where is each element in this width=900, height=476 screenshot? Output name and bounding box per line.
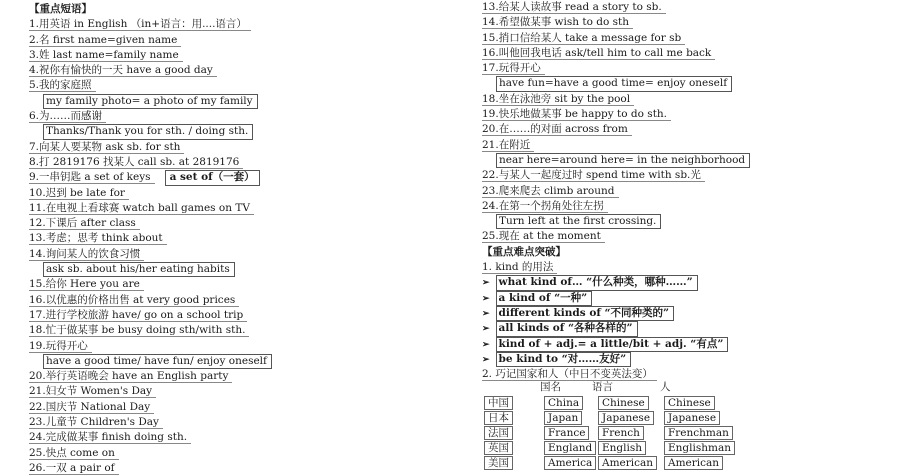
phrase-line [482, 31, 722, 46]
phrase-line [29, 247, 279, 262]
phrase-text: 23.儿童节 Children's Day [29, 416, 163, 429]
phrase-text: 【重点短语】 [29, 3, 92, 15]
phrase-text: 19.快乐地做某事 be happy to do sth. [482, 108, 671, 121]
phrase-text: 18.坐在泳池旁 sit by the pool [482, 93, 634, 106]
phrase-line [482, 184, 722, 199]
phrase-text: 24.完成做某事 finish doing sth. [29, 431, 191, 444]
bullet-arrow-icon: ➢ [482, 339, 490, 350]
phrase-line [29, 140, 279, 155]
cell-people: Englishman [664, 441, 735, 455]
cell-cn-name: 英国 [484, 441, 513, 455]
phrase-line [29, 155, 279, 170]
phrase-line [482, 153, 746, 168]
cell-cn-name: 日本 [484, 411, 513, 425]
phrase-text: 16.以优惠的价格出售 at very good prices [29, 294, 239, 307]
phrase-line [29, 17, 279, 32]
right-column [482, 0, 746, 382]
phrase-text: have fun=have a good time= enjoy oneself [496, 76, 732, 91]
phrase-line [29, 461, 279, 476]
phrase-line [29, 231, 279, 246]
cell-language: Japanese [598, 411, 654, 425]
phrase-text: 14.询问某人的饮食习惯 [29, 248, 144, 261]
phrase-line [29, 430, 279, 445]
phrase-text: 15.给你 Here you are [29, 278, 144, 291]
cell-cn-name: 法国 [484, 426, 513, 440]
phrase-line [29, 308, 279, 323]
phrase-line [29, 262, 279, 277]
phrase-text: 1. kind 的用法 [482, 261, 557, 274]
section-heading [29, 2, 279, 17]
phrase-line [29, 33, 279, 48]
phrase-line [29, 354, 279, 369]
phrase-line [29, 78, 279, 93]
phrase-text: 19.玩得开心 [29, 340, 92, 353]
phrase-line [29, 170, 279, 185]
phrase-line [482, 92, 722, 107]
left-column [29, 2, 279, 476]
phrase-text: have a good time/ have fun/ enjoy oneself [43, 354, 272, 369]
cell-people: Frenchman [664, 426, 733, 440]
phrase-text: 24.在第一个拐角处往左拐 [482, 200, 608, 213]
phrase-text: 21.妇女节 Women's Day [29, 385, 156, 398]
phrase-line [29, 339, 279, 354]
bullet-arrow-icon: ➢ [482, 308, 490, 319]
phrase-text: my family photo= a photo of my family [43, 94, 258, 109]
phrase-line [482, 138, 722, 153]
phrase-text: 9.一串钥匙 a set of keys [29, 171, 155, 184]
phrase-text: kind of + adj.= a little/bit + adj. “有点” [496, 337, 729, 352]
phrase-text: be kind to “对……友好” [496, 352, 632, 367]
phrase-line [482, 199, 722, 214]
phrase-text: 17.玩得开心 [482, 62, 545, 75]
bullet-arrow-icon: ➢ [482, 293, 490, 304]
phrase-text: 15.捎口信给某人 take a message for sb [482, 32, 685, 45]
phrase-line [482, 260, 722, 275]
phrase-text: 25.现在 at the moment [482, 230, 605, 243]
phrase-text: different kinds of “不同种类的” [496, 306, 675, 321]
cell-people: Japanese [664, 411, 720, 425]
phrase-text: 14.希望做某事 wish to do sth [482, 16, 633, 29]
cell-cn-name: 美国 [484, 456, 513, 470]
phrase-text: 21.在附近 [482, 139, 534, 152]
phrase-line [29, 293, 279, 308]
phrase-text: 3.姓 last name=family name [29, 49, 183, 62]
phrase-text: a kind of “一种” [496, 291, 593, 306]
bullet-arrow-icon: ➢ [482, 354, 490, 365]
phrase-text: 23.爬来爬去 climb around [482, 185, 619, 198]
phrase-text: 12.下课后 after class [29, 217, 140, 230]
phrase-text: 4.祝你有愉快的一天 have a good day [29, 64, 217, 77]
phrase-line [482, 0, 722, 15]
phrase-line [29, 124, 279, 139]
cell-country: England [544, 441, 596, 455]
phrase-line [29, 446, 279, 461]
country-row [482, 396, 722, 410]
phrase-text: what kind of… “什么种类，哪种……” [496, 275, 698, 290]
country-row [482, 441, 731, 455]
phrase-text: 6.为……而感谢 [29, 110, 106, 123]
bullet-arrow-icon: ➢ [482, 278, 490, 289]
phrase-line [482, 306, 722, 321]
phrase-line [482, 352, 722, 367]
phrase-text: 13.给某人读故事 read a story to sb. [482, 1, 666, 14]
phrase-text: 25.快点 come on [29, 447, 119, 460]
phrase-line [29, 201, 279, 216]
cell-cn-name: 中国 [484, 396, 513, 410]
phrase-text: 16.叫他回我电话 ask/tell him to call me back [482, 47, 715, 60]
country-row [482, 426, 729, 440]
phrase-line [482, 76, 728, 91]
phrase-line [482, 229, 722, 244]
phrase-line [29, 216, 279, 231]
phrase-line [482, 321, 722, 336]
section-heading [482, 245, 722, 260]
phrase-line [29, 94, 279, 109]
phrase-line [482, 275, 722, 290]
phrase-text: 11.在电视上看球赛 watch ball games on TV [29, 202, 254, 215]
cell-people: Chinese [664, 396, 715, 410]
phrase-line [29, 48, 279, 63]
note-box: a set of（一套） [165, 170, 260, 185]
cell-people: American [664, 456, 723, 470]
cell-country: Japan [544, 411, 582, 425]
phrase-text: 8.打 2819176 找某人 call sb. at 2819176 [29, 156, 243, 169]
phrase-line [482, 291, 722, 306]
phrase-line [29, 186, 279, 201]
phrase-text: 7.向某人要某物 ask sb. for sth [29, 141, 184, 154]
phrase-line [482, 122, 722, 137]
country-row [482, 411, 722, 425]
phrase-text: 22.与某人一起度过时 spend time with sb.光 [482, 169, 705, 182]
phrase-line [29, 384, 279, 399]
phrase-text: 18.忙于做某事 be busy doing sth/with sth. [29, 324, 249, 337]
country-table-header [482, 380, 722, 394]
header-country: 国名 [540, 381, 561, 393]
phrase-line [482, 61, 722, 76]
phrase-text: 5.我的家庭照 [29, 79, 96, 92]
cell-language: Chinese [598, 396, 649, 410]
phrase-line [29, 109, 279, 124]
phrase-line [29, 400, 279, 415]
cell-country: France [544, 426, 589, 440]
header-people: 人 [660, 381, 671, 393]
phrase-line [482, 46, 722, 61]
cell-language: English [598, 441, 646, 455]
bullet-arrow-icon: ➢ [482, 324, 490, 335]
phrase-text: 13.考虑；思考 think about [29, 232, 167, 245]
phrase-text: near here=around here= in the neighborhood [496, 153, 750, 168]
phrase-line [29, 323, 279, 338]
phrase-text: 2. 巧记国家和人（中日不变英法变） [482, 368, 657, 381]
phrase-text: 20.举行英语晚会 have an English party [29, 370, 232, 383]
phrase-text: 22.国庆节 National Day [29, 401, 154, 414]
phrase-text: 【重点难点突破】 [482, 245, 566, 258]
country-row [482, 456, 722, 470]
phrase-text: 20.在……的对面 across from [482, 123, 632, 136]
cell-language: American [598, 456, 657, 470]
cell-language: French [598, 426, 644, 440]
phrase-text: all kinds of “各种各样的” [496, 321, 638, 336]
phrase-text: 2.名 first name=given name [29, 34, 181, 47]
phrase-text: 26.一双 a pair of [29, 462, 119, 475]
phrase-line [29, 415, 279, 430]
phrase-text: 17.进行学校旅游 have/ go on a school trip [29, 309, 247, 322]
phrase-line [482, 107, 722, 122]
phrase-line [29, 369, 279, 384]
phrase-line [482, 15, 722, 30]
phrase-text: 1.用英语 in English （in+语言：用....语言） [29, 18, 251, 31]
phrase-text: 10.迟到 be late for [29, 187, 129, 200]
phrase-text: Thanks/Thank you for sth. / doing sth. [43, 124, 253, 139]
header-language: 语言 [592, 381, 613, 393]
phrase-line [482, 214, 722, 229]
phrase-line [482, 168, 722, 183]
cell-country: America [544, 456, 596, 470]
phrase-line [29, 63, 279, 78]
cell-country: China [544, 396, 583, 410]
phrase-line [29, 277, 279, 292]
phrase-text: ask sb. about his/her eating habits [43, 262, 235, 277]
phrase-text: Turn left at the first crossing. [496, 214, 661, 229]
phrase-line [482, 337, 722, 352]
